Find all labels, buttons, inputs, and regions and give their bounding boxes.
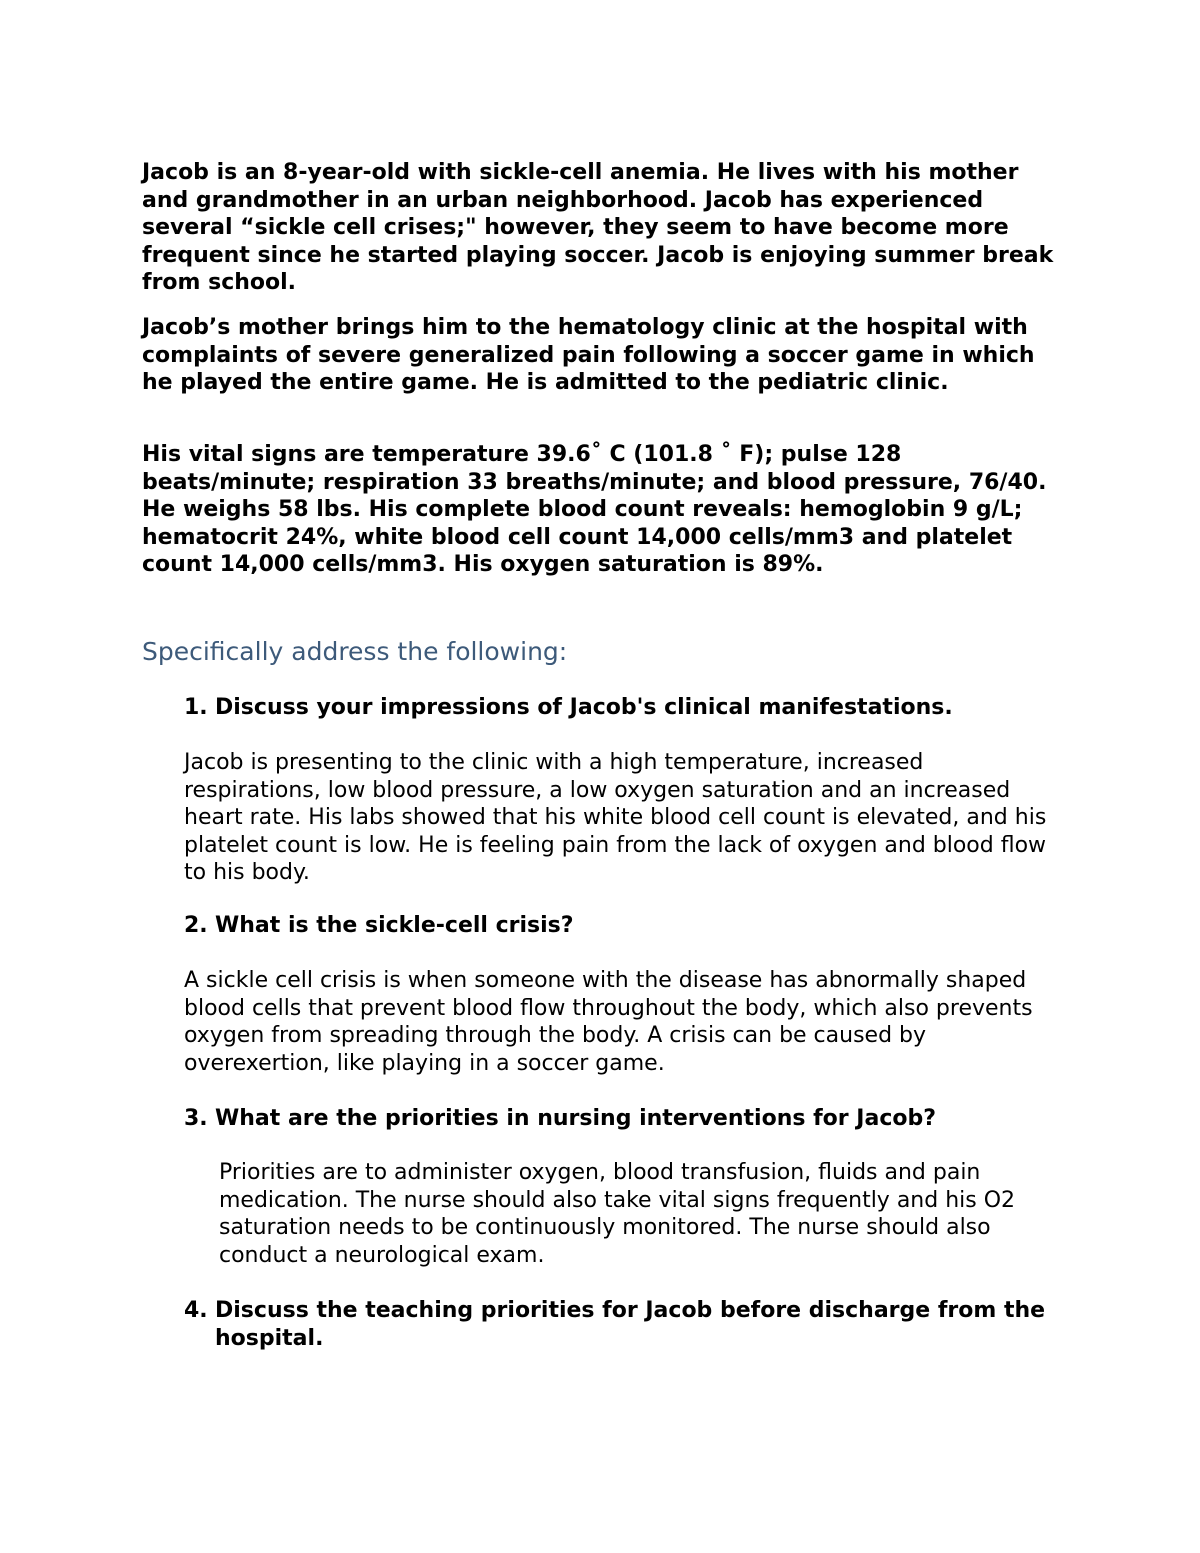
answer-2: A sickle cell crisis is when someone with the disease has abnormally shaped blood cells that prevent blood flow throughout the body, which also prevents oxygen from spreading through the body. A crisis can be caused by overexertion, like playing in a soccer game. — [184, 968, 1033, 1076]
section-heading: Specifically address the following: — [142, 637, 568, 666]
question-text: Discuss your impressions of Jacob's clinical manifestations. — [215, 695, 953, 720]
question-number: 2. — [184, 913, 208, 938]
question-3 — [184, 1105, 1064, 1133]
question-text: What are the priorities in nursing interventions for Jacob? — [215, 1106, 936, 1131]
case-paragraph-background: Jacob is an 8-year-old with sickle-cell anemia. He lives with his mother and grandmother in an urban neighborhood. Jacob has experienced several “sickle cell crises;" however, they seem to have become more frequent since he started playing soccer. Jacob is enjoying summer break from school. — [142, 160, 1054, 295]
question-number: 4. — [184, 1298, 208, 1323]
question-4 — [184, 1297, 1064, 1352]
question-number: 1. — [184, 695, 208, 720]
question-number: 3. — [184, 1106, 208, 1131]
case-paragraph-vitals: His vital signs are temperature 39.6˚ C (101.8 ˚ F); pulse 128 beats/minute; respiration 33 breaths/minute; and blood pressure, 76/40. He weighs 58 lbs. His complete blood count reveals: hemoglobin 9 g/L; hematocrit 24%, white blood cell count 14,000 cells/mm3 and platelet count 14,000 cells/mm3. His oxygen saturation is 89%. — [142, 442, 1047, 577]
question-text: What is the sickle-cell crisis? — [215, 913, 574, 938]
answer-1: Jacob is presenting to the clinic with a high temperature, increased respirations, low blood pressure, a low oxygen saturation and an increased heart rate. His labs showed that his white blood cell count is elevated, and his platelet count is low. He is feeling pain from the lack of oxygen and blood flow to his body. — [184, 750, 1047, 885]
question-1 — [184, 694, 1064, 722]
question-text: Discuss the teaching priorities for Jacob before discharge from the hospital. — [215, 1298, 1046, 1351]
question-2 — [184, 912, 1064, 940]
case-paragraph-admission: Jacob’s mother brings him to the hematology clinic at the hospital with complaints of severe generalized pain following a soccer game in which he played the entire game. He is admitted to the pediatric clinic. — [142, 315, 1035, 395]
answer-3: Priorities are to administer oxygen, blood transfusion, fluids and pain medication. The nurse should also take vital signs frequently and his O2 saturation needs to be continuously monitored. The nurse should also conduct a neurological exam. — [219, 1160, 1016, 1268]
